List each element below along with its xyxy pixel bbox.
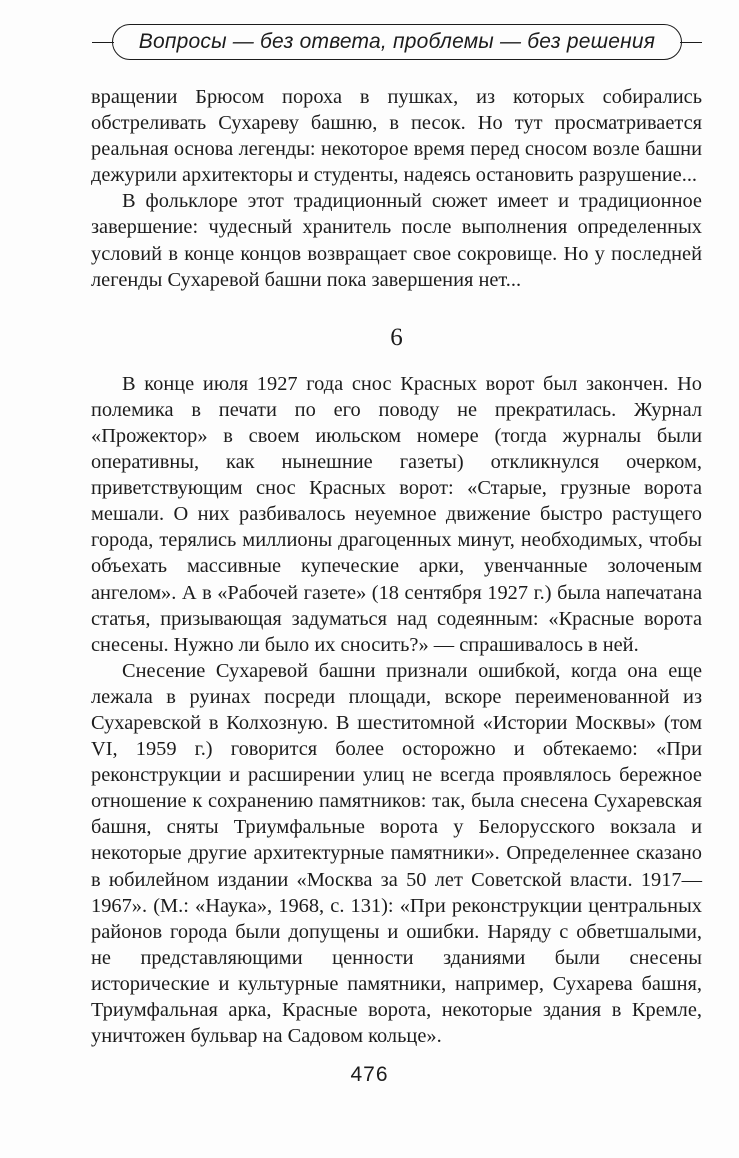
page-number: 476 — [350, 1063, 389, 1086]
paragraph: В конце июля 1927 года снос Красных ворот был закончен. Но полемика в печати по его поводу не прекратилась. Журнал «Прожектор» в своем июльском номере (тогда журналы были оперативны, как нынешние газеты) откликнулся очерком, приветствующим снос Красных ворот: «Старые, грузные ворота мешали. О них разбивалось неуемное движение быстро растущего города, терялись миллионы драгоценных минут, необходимых, чтобы объехать массивные купеческие арки, увенчанные золоченым ангелом». А в «Рабочей газете» (18 сентября 1927 г.) была напечатана статья, призывающая задуматься над содеянным: «Красные ворота снесены. Нужно ли было их сносить?» — спрашивалось в ней. — [91, 372, 702, 656]
running-header — [92, 22, 702, 64]
main-text — [91, 84, 702, 1049]
paragraph: В фольклоре этот традиционный сюжет имеет и традиционное завершение: чудесный хранитель после выполнения определенных условий в конце концов возвращает свое сокровище. Но у последней легенды Сухаревой башни пока завершения нет... — [91, 190, 702, 291]
section-number: 6 — [390, 323, 403, 351]
running-title-frame — [112, 24, 682, 60]
running-title: Вопросы — без ответа, проблемы — без решения — [138, 30, 656, 53]
header-rule-left — [92, 42, 114, 43]
header-rule-right — [680, 42, 702, 43]
paragraph-continued: вращении Брюсом пороха в пушках, из которых собирались обстреливать Сухареву башню, в песок. Но тут просматривается реальная основа легенды: некоторое время перед сносом возле башни дежурили архитекторы и студенты, надеясь остановить разрушение... — [91, 86, 702, 187]
paragraph: Снесение Сухаревой башни признали ошибкой, когда она еще лежала в руинах посреди площади, вскоре переименованной из Сухаревской в Колхозную. В шеститомной «Истории Москвы» (том VI, 1959 г.) говорится более осторожно и обтекаемо: «При реконструкции и расширении улиц не всегда проявлялось бережное отношение к сохранению памятников: так, была снесена Сухаревская башня, сняты Триумфальные ворота у Белорусского вокзала и некоторые другие архитектурные памятники». Определеннее сказано в юбилейном издании «Москва за 50 лет Советской власти. 1917—1967». (М.: «Наука», 1968, с. 131): «При реконструкции центральных районов города были допущены и ошибки. Наряду с обветшалыми, не представляющими ценности зданиями были снесены исторические и культурные памятники, например, Сухарева башня, Триумфальная арка, Красные ворота, некоторые здания в Кремле, уничтожен бульвар на Садовом кольце». — [91, 659, 702, 1048]
